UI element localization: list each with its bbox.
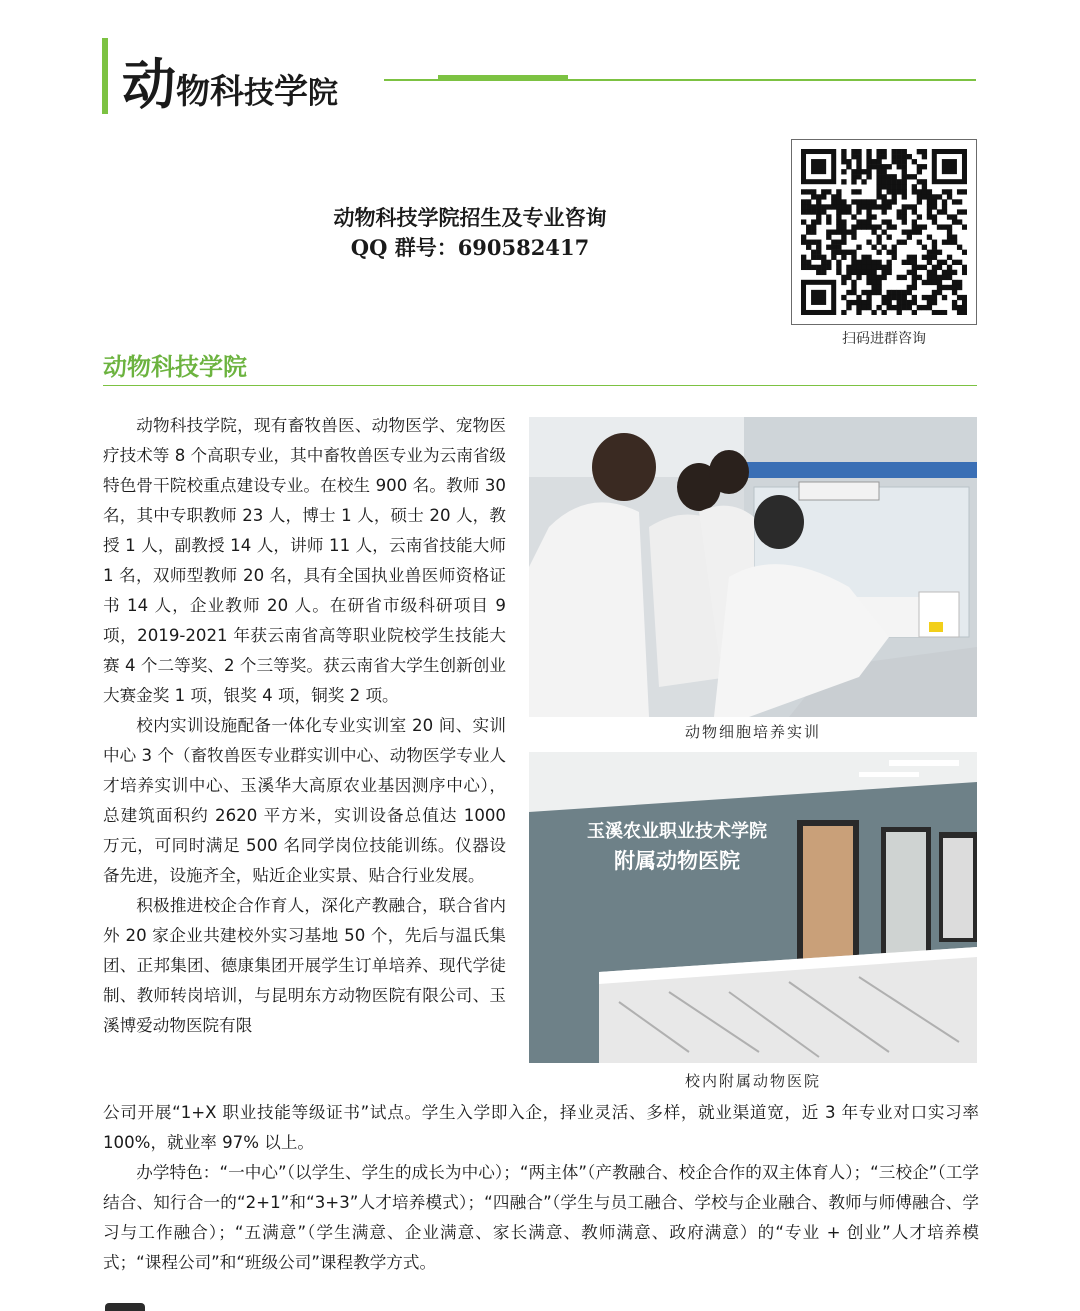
header-title-char: 技 [244, 76, 274, 111]
body-paragraph: 校内实训设施配备一体化专业实训室 20 间、实训中心 3 个（畜牧兽医专业群实训中心、动物医学专业人才培养实训中心、玉溪华大高原农业基因测序中心），总建筑面积约 2620 平方米，实训设备总值达 1000 万元，可同时满足 500 名同学岗位技能训练。仪器设备先进，设施齐全，贴近企业实景、贴合行业发展。 [103, 716, 506, 885]
qq-group-number: QQ 群号：690582417 [350, 235, 590, 260]
consult-info [300, 203, 640, 263]
hospital-sign-line2: 附属动物医院 [614, 849, 740, 873]
header-title-char: 物 [176, 72, 210, 112]
page-corner-mark [105, 1303, 145, 1311]
header-title-char: 学 [274, 72, 308, 112]
body-paragraph: 积极推进校企合作育人，深化产教融合，联合省内外 20 家企业共建校外实习基地 50 个，先后与温氏集团、正邦集团、德康集团开展学生订单培养、现代学徒制、教师转岗培训，与昆明东方动物医院有限公司、玉溪博爱动物医院有限 [103, 896, 506, 1035]
body-paragraph: 动物科技学院，现有畜牧兽医、动物医学、宠物医疗技术等 8 个高职专业，其中畜牧兽医专业为云南省级特色骨干院校重点建设专业。在校生 900 名。教师 30 名，其中专职教师 23 人，博士 1 人，硕士 20 人，教授 1 人，副教授 14 人，讲师 11 人，云南省技能大师 1 名，双师型教师 20 名，具有全国执业兽医师资格证书 14 人，企业教师 20 人。在研省市级科研项目 9 项，2019-2021 年获云南省高等职业院校学生技能大赛 4 个二等奖、2 个三等奖。获云南省大学生创新创业大赛金奖 1 项，银奖 4 项，铜奖 2 项。 [103, 416, 506, 705]
header-title-char: 院 [308, 76, 338, 111]
lab-photo-caption: 动物细胞培养实训 [684, 723, 821, 741]
qr-caption: 扫码进群咨询 [842, 331, 926, 347]
animal-hospital-photo [529, 752, 977, 1063]
body-text-narrow [103, 411, 506, 1041]
hospital-photo-caption: 校内附属动物医院 [684, 1072, 821, 1090]
header-rule-accent [438, 75, 568, 81]
qr-code-image [801, 149, 967, 315]
header-title-char: 科 [210, 72, 244, 112]
section-rule [103, 385, 977, 386]
qr-code[interactable] [791, 139, 977, 325]
header-title-char: 动 [122, 53, 176, 116]
body-paragraph: 办学特色：“一中心”（以学生、学生的成长为中心）；“两主体”（产教融合、校企合作的双主体育人）；“三校企”（工学结合、知行合一的“2+1”和“3+3”人才培养模式）；“四融合”（学生与员工融合、学校与企业融合、教师与师傅融合、学习与工作融合）；“五满意”（学生满意、企业满意、家长满意、教师满意、政府满意）的“专业 + 创业”人才培养模式；“课程公司”和“班级公司”课程教学方式。 [103, 1163, 979, 1272]
hospital-sign-line1: 玉溪农业职业技术学院 [587, 821, 767, 842]
section-title: 动物科技学院 [103, 353, 247, 381]
header-accent-bar [102, 38, 108, 114]
consult-line: 动物科技学院招生及专业咨询 [333, 205, 607, 230]
lab-training-photo [529, 417, 977, 717]
body-text-wide [103, 1098, 979, 1278]
body-paragraph: 公司开展“1+X 职业技能等级证书”试点。学生入学即入企，择业灵活、多样，就业渠道宽，近 3 年专业对口实习率 100%，就业率 97% 以上。 [103, 1103, 979, 1152]
header-title [122, 42, 338, 119]
